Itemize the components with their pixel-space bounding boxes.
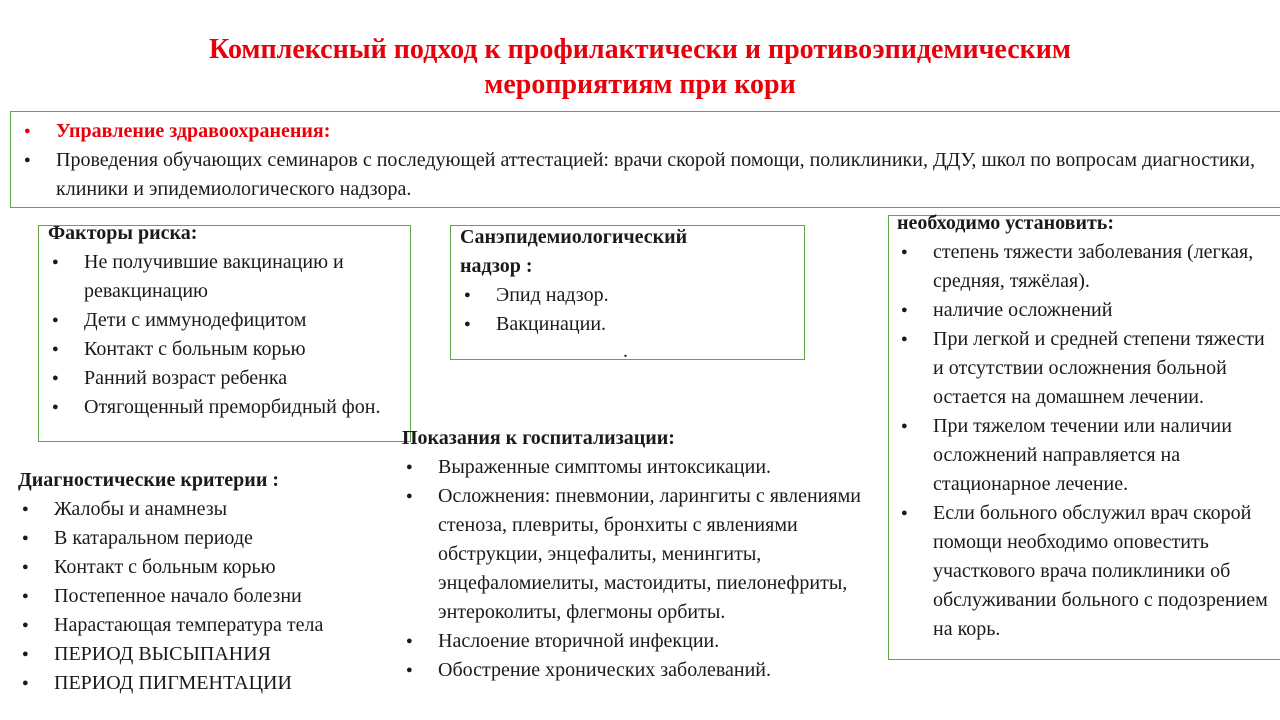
list-item: ● Вакцинации.: [460, 310, 795, 339]
management-heading: ● Управление здравоохранения:: [20, 117, 1260, 146]
risk-factors-heading: Факторы риска:: [48, 222, 198, 244]
list-item: ● ПЕРИОД ВЫСЫПАНИЯ: [18, 640, 398, 669]
diagnostic-heading: Диагностические критерии :: [18, 469, 280, 491]
page-title: [0, 32, 1280, 102]
list-item: ● Осложнения: пневмонии, ларингиты с явлениями стеноза, плевриты, бронхиты с явлениями обструкции, энцефалиты, менингиты, энцефаломиелиты, мастоидиты, пиелонефриты, энтероколиты, флегмоны орбиты.: [402, 482, 872, 627]
sanepid-block: [460, 223, 795, 363]
management-block: [20, 117, 1260, 204]
list-item: ● ПЕРИОД ПИГМЕНТАЦИИ: [18, 669, 398, 698]
list-item: ● Постепенное начало болезни: [18, 582, 398, 611]
risk-factors-block: [48, 219, 398, 422]
list-item: ● Контакт с больным корью: [48, 335, 398, 364]
management-item: ● Проведения обучающих семинаров с последующей аттестацией: врачи скорой помощи, поликлиники, ДДУ, школ по вопросам диагностики, клиники и эпидемиологического надзора.: [20, 146, 1260, 204]
list-item: ● Ранний возраст ребенка: [48, 364, 398, 393]
list-item: ● Обострение хронических заболеваний.: [402, 656, 872, 685]
list-item: ● Дети с иммунодефицитом: [48, 306, 398, 335]
list-item: ● Жалобы и анамнезы: [18, 495, 398, 524]
hospitalization-heading: Показания к госпитализации:: [402, 427, 675, 449]
list-item: ● Эпид надзор.: [460, 281, 795, 310]
list-item: ● При легкой и средней степени тяжести и отсутствии осложнения больной остается на домашнем лечении.: [897, 325, 1272, 412]
list-item: ● наличие осложнений: [897, 296, 1272, 325]
diagnostic-block: [18, 466, 398, 698]
sanepid-trailing-dot: .: [623, 340, 628, 362]
title-line-1: Комплексный подход к профилактически и противоэпидемическим: [209, 34, 1071, 65]
title-line-2: мероприятиям при кори: [484, 69, 796, 100]
list-item: ● степень тяжести заболевания (легкая, средняя, тяжёлая).: [897, 238, 1272, 296]
list-item: ● Контакт с больным корью: [18, 553, 398, 582]
sanepid-heading-2: надзор :: [460, 255, 533, 277]
necessary-heading: необходимо установить:: [897, 212, 1115, 234]
list-item: ● Не получившие вакцинацию и ревакцинацию: [48, 248, 398, 306]
list-item: ● В катаральном периоде: [18, 524, 398, 553]
hospitalization-block: [402, 424, 872, 685]
list-item: ● При тяжелом течении или наличии осложнений направляется на стационарное лечение.: [897, 412, 1272, 499]
list-item: ● Выраженные симптомы интоксикации.: [402, 453, 872, 482]
necessary-block: [897, 209, 1272, 644]
list-item: ● Наслоение вторичной инфекции.: [402, 627, 872, 656]
list-item: ● Отягощенный преморбидный фон.: [48, 393, 398, 422]
sanepid-heading-1: Санэпидемиологический: [460, 226, 688, 248]
list-item: ● Если больного обслужил врач скорой помощи необходимо оповестить участкового врача поликлиники об обслуживании больного с подозрением на корь.: [897, 499, 1272, 644]
list-item: ● Нарастающая температура тела: [18, 611, 398, 640]
